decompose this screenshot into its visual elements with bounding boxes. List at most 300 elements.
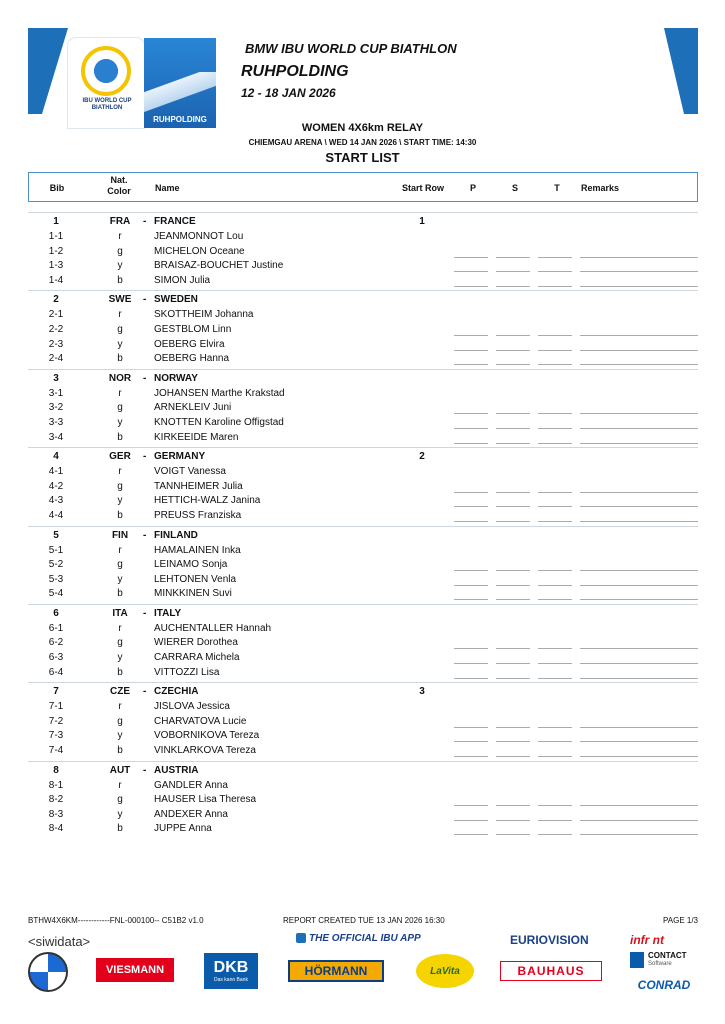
- time-field: [538, 678, 572, 679]
- shooting-field: [496, 834, 530, 835]
- team-row: [28, 604, 698, 622]
- athlete-bib: 2-1: [48, 309, 64, 321]
- col-p: P: [469, 183, 476, 193]
- athlete-bib: 3-4: [48, 431, 64, 443]
- penalty-field: [454, 805, 488, 806]
- athlete-row: [28, 245, 698, 260]
- shooting-field: [496, 350, 530, 351]
- list-title: START LIST: [325, 150, 400, 165]
- penalty-field: [454, 741, 488, 742]
- time-field: [538, 585, 572, 586]
- team-bib: 1: [53, 216, 59, 227]
- athlete-bib: 1-3: [48, 260, 64, 272]
- team-bib: 4: [53, 451, 59, 463]
- athlete-color: b: [117, 509, 123, 521]
- athlete-color: r: [118, 309, 122, 321]
- athlete-name: JISLOVA Jessica: [154, 701, 230, 713]
- penalty-field: [454, 678, 488, 679]
- athlete-bib: 8-2: [48, 794, 64, 806]
- ibu-app-banner: [296, 933, 421, 944]
- athlete-row: [28, 416, 698, 431]
- athlete-row: [28, 352, 698, 367]
- contact-text: CONTACT: [648, 951, 687, 960]
- athlete-bib: 7-2: [48, 715, 64, 727]
- header-left-wedge: [42, 28, 68, 114]
- penalty-field: [454, 286, 488, 287]
- penalty-field: [454, 492, 488, 493]
- athlete-row: [28, 558, 698, 573]
- time-field: [538, 413, 572, 414]
- time-field: [538, 727, 572, 728]
- penalty-field: [454, 350, 488, 351]
- athlete-color: r: [118, 466, 122, 478]
- remarks-field: [580, 364, 698, 365]
- penalty-field: [454, 585, 488, 586]
- shooting-field: [496, 364, 530, 365]
- team-nation: CZE: [110, 686, 130, 698]
- shooting-field: [496, 648, 530, 649]
- athlete-name: VOBORNIKOVA Tereza: [154, 730, 260, 742]
- athlete-name: GESTBLOM Linn: [154, 323, 232, 335]
- col-remarks: Remarks: [581, 183, 620, 193]
- athlete-row: [28, 779, 698, 794]
- shooting-field: [496, 428, 530, 429]
- penalty-field: [454, 756, 488, 757]
- team-row: [28, 682, 698, 700]
- remarks-field: [580, 257, 698, 258]
- team-bib: 6: [53, 607, 59, 619]
- time-field: [538, 364, 572, 365]
- athlete-name: JEANMONNOT Lou: [154, 231, 244, 242]
- shooting-field: [496, 492, 530, 493]
- athlete-bib: 3-1: [48, 387, 64, 399]
- time-field: [538, 570, 572, 571]
- athlete-name: TANNHEIMER Julia: [154, 480, 243, 492]
- athlete-row: [28, 494, 698, 509]
- event-dates: 12 - 18 JAN 2026: [241, 86, 336, 100]
- shooting-field: [496, 805, 530, 806]
- penalty-field: [454, 413, 488, 414]
- ruhpolding-logo-text: RUHPOLDING: [153, 115, 207, 124]
- time-field: [538, 335, 572, 336]
- athlete-color: b: [117, 431, 123, 443]
- team-dash: -: [143, 607, 147, 619]
- col-s: S: [511, 183, 518, 193]
- athlete-color: y: [117, 338, 123, 350]
- event-place: RUHPOLDING: [241, 63, 349, 80]
- dkb-text: DKB: [213, 959, 249, 976]
- time-field: [538, 741, 572, 742]
- athlete-color: r: [118, 701, 122, 713]
- athlete-name: MINKKINEN Suvi: [154, 588, 232, 600]
- shooting-field: [496, 678, 530, 679]
- header-left-stripe: [28, 28, 42, 114]
- team-nation: SWE: [108, 294, 132, 306]
- team-row: [28, 290, 698, 308]
- team-nation: FRA: [109, 216, 131, 227]
- col-bib: Bib: [49, 183, 65, 193]
- remarks-field: [580, 805, 698, 806]
- remarks-field: [580, 335, 698, 336]
- athlete-row: [28, 666, 698, 681]
- athlete-color: r: [118, 231, 122, 242]
- shooting-field: [496, 506, 530, 507]
- penalty-field: [454, 521, 488, 522]
- athlete-row: [28, 387, 698, 402]
- athlete-name: KNOTTEN Karoline Offigstad: [154, 416, 284, 428]
- team-dash: -: [143, 764, 147, 776]
- athlete-bib: 5-2: [48, 559, 64, 571]
- athlete-row: [28, 230, 698, 245]
- ibu-logo-text: IBU WORLD CUP BIATHLON: [82, 98, 132, 111]
- athlete-bib: 8-4: [48, 823, 64, 835]
- team-row: [28, 369, 698, 387]
- athlete-color: g: [117, 480, 123, 492]
- athlete-name: KIRKEEIDE Maren: [154, 431, 239, 443]
- remarks-field: [580, 834, 698, 835]
- team-name: FRANCE: [154, 216, 196, 227]
- shooting-field: [496, 335, 530, 336]
- start-list-table: [28, 210, 698, 837]
- ibu-world-cup-logo: [68, 38, 144, 128]
- athlete-row: [28, 259, 698, 274]
- col-nat: Nat. Color: [107, 175, 131, 196]
- penalty-field: [454, 820, 488, 821]
- time-field: [538, 648, 572, 649]
- penalty-field: [454, 428, 488, 429]
- team-name: SWEDEN: [154, 294, 198, 306]
- athlete-bib: 1-1: [48, 231, 64, 242]
- time-field: [538, 257, 572, 258]
- athlete-name: SKOTTHEIM Johanna: [154, 309, 254, 321]
- header-right-wedge: [664, 28, 684, 114]
- athlete-row: [28, 431, 698, 446]
- athlete-bib: 4-1: [48, 466, 64, 478]
- competition-title: WOMEN 4X6km RELAY: [301, 122, 424, 134]
- remarks-field: [580, 648, 698, 649]
- athlete-bib: 2-4: [48, 353, 64, 365]
- penalty-field: [454, 506, 488, 507]
- footer-code: BTHW4X6KM------------FNL-000100-- C51B2 v1.0: [28, 916, 204, 925]
- competition-venue: CHIEMGAU ARENA \ WED 14 JAN 2026 \ START TIME: 14:30: [248, 138, 477, 147]
- athlete-row: [28, 622, 698, 637]
- team-row: [28, 761, 698, 779]
- athlete-name: JUPPE Anna: [154, 823, 212, 835]
- athlete-bib: 6-4: [48, 666, 64, 678]
- team-nation: FIN: [111, 529, 129, 541]
- athlete-name: HETTICH-WALZ Janina: [154, 495, 261, 507]
- athlete-name: HAUSER Lisa Theresa: [154, 794, 257, 806]
- athlete-row: [28, 715, 698, 730]
- infront-logo: infr nt: [630, 933, 664, 947]
- remarks-field: [580, 678, 698, 679]
- team-nation: AUT: [109, 764, 131, 776]
- athlete-name: OEBERG Elvira: [154, 338, 225, 350]
- team-name: ITALY: [154, 607, 182, 619]
- time-field: [538, 756, 572, 757]
- remarks-field: [580, 506, 698, 507]
- team-bib: 7: [53, 686, 59, 698]
- remarks-field: [580, 741, 698, 742]
- athlete-row: [28, 573, 698, 588]
- athlete-color: r: [118, 622, 122, 634]
- athlete-bib: 6-1: [48, 622, 64, 634]
- remarks-field: [580, 585, 698, 586]
- penalty-field: [454, 663, 488, 664]
- ibu-app-text: THE OFFICIAL IBU APP: [309, 933, 421, 944]
- remarks-field: [580, 599, 698, 600]
- penalty-field: [454, 834, 488, 835]
- athlete-name: GANDLER Anna: [154, 779, 228, 791]
- penalty-field: [454, 599, 488, 600]
- mountain-icon: [144, 72, 216, 112]
- athlete-name: CARRARA Michela: [154, 652, 240, 664]
- athlete-bib: 6-3: [48, 652, 64, 664]
- athlete-name: JOHANSEN Marthe Krakstad: [154, 387, 285, 399]
- athlete-bib: 8-1: [48, 779, 64, 791]
- penalty-field: [454, 727, 488, 728]
- team-start-row: 2: [419, 451, 425, 463]
- contact-logo: [630, 949, 698, 971]
- column-header: [28, 172, 698, 202]
- athlete-bib: 3-3: [48, 416, 64, 428]
- time-field: [538, 506, 572, 507]
- footer-report: REPORT CREATED TUE 13 JAN 2026 16:30: [283, 916, 445, 925]
- athlete-name: PREUSS Franziska: [154, 509, 242, 521]
- team-name: NORWAY: [154, 372, 198, 384]
- athlete-bib: 7-3: [48, 730, 64, 742]
- app-icon: [296, 933, 306, 943]
- athlete-color: g: [117, 559, 123, 571]
- shooting-field: [496, 741, 530, 742]
- remarks-field: [580, 428, 698, 429]
- hormann-logo: HÖRMANN: [288, 960, 384, 982]
- bmw-logo: [28, 952, 68, 992]
- athlete-color: y: [117, 416, 123, 428]
- penalty-field: [454, 335, 488, 336]
- athlete-color: g: [117, 715, 123, 727]
- athlete-name: MICHELON Oceane: [154, 245, 245, 257]
- lavita-logo: LaVita: [416, 954, 474, 988]
- remarks-field: [580, 413, 698, 414]
- athlete-color: b: [117, 666, 123, 678]
- athlete-color: g: [117, 323, 123, 335]
- remarks-field: [580, 492, 698, 493]
- team-dash: -: [143, 529, 147, 541]
- team-row: [28, 526, 698, 544]
- team-name: FINLAND: [154, 529, 198, 541]
- athlete-row: [28, 274, 698, 289]
- remarks-field: [580, 271, 698, 272]
- athlete-color: y: [117, 808, 123, 820]
- viessmann-logo: VIESMANN: [96, 958, 174, 982]
- athlete-row: [28, 401, 698, 416]
- athlete-name: HAMALAINEN Inka: [154, 544, 241, 556]
- team-start-row: 1: [419, 216, 425, 227]
- col-name: Name: [155, 183, 180, 193]
- siwidata-logo: <siwidata>: [28, 934, 91, 949]
- athlete-bib: 6-2: [48, 637, 64, 649]
- team-bib: 8: [53, 764, 59, 776]
- time-field: [538, 820, 572, 821]
- team-row: [28, 447, 698, 465]
- penalty-field: [454, 257, 488, 258]
- shooting-field: [496, 599, 530, 600]
- athlete-name: AUCHENTALLER Hannah: [154, 622, 272, 634]
- athlete-color: r: [118, 387, 122, 399]
- time-field: [538, 428, 572, 429]
- athlete-color: b: [117, 274, 123, 286]
- remarks-field: [580, 443, 698, 444]
- footer-page: PAGE 1/3: [663, 916, 698, 925]
- remarks-field: [580, 663, 698, 664]
- col-start-row: Start Row: [401, 183, 444, 193]
- shooting-field: [496, 443, 530, 444]
- athlete-name: ANDEXER Anna: [154, 808, 228, 820]
- time-field: [538, 443, 572, 444]
- penalty-field: [454, 443, 488, 444]
- athlete-color: b: [117, 745, 123, 757]
- team-row: [28, 212, 698, 230]
- athlete-color: y: [117, 573, 123, 585]
- team-dash: -: [143, 372, 147, 384]
- remarks-field: [580, 570, 698, 571]
- header-right-stripe: [684, 28, 698, 114]
- athlete-row: [28, 700, 698, 715]
- athlete-color: y: [117, 652, 123, 664]
- shooting-field: [496, 570, 530, 571]
- athlete-row: [28, 465, 698, 480]
- athlete-color: b: [117, 588, 123, 600]
- penalty-field: [454, 570, 488, 571]
- athlete-bib: 5-4: [48, 588, 64, 600]
- athlete-bib: 5-3: [48, 573, 64, 585]
- athlete-color: g: [117, 637, 123, 649]
- athlete-color: r: [118, 779, 122, 791]
- athlete-bib: 1-4: [48, 274, 64, 286]
- team-dash: -: [143, 294, 147, 306]
- athlete-color: g: [117, 402, 123, 414]
- shooting-field: [496, 413, 530, 414]
- shooting-field: [496, 820, 530, 821]
- athlete-row: [28, 308, 698, 323]
- shooting-field: [496, 756, 530, 757]
- time-field: [538, 271, 572, 272]
- athlete-row: [28, 587, 698, 602]
- ibu-ring-icon: [81, 46, 131, 96]
- team-nation: ITA: [112, 607, 128, 619]
- athlete-row: [28, 651, 698, 666]
- team-bib: 3: [53, 372, 59, 384]
- athlete-bib: 2-2: [48, 323, 64, 335]
- athlete-bib: 4-2: [48, 480, 64, 492]
- athlete-row: [28, 480, 698, 495]
- team-name: CZECHIA: [154, 686, 199, 698]
- athlete-bib: 4-3: [48, 495, 64, 507]
- athlete-color: r: [118, 544, 122, 556]
- athlete-name: ARNEKLEIV Juni: [154, 402, 232, 414]
- athlete-name: SIMON Julia: [154, 274, 211, 286]
- penalty-field: [454, 364, 488, 365]
- remarks-field: [580, 820, 698, 821]
- eurovision-logo: EURIOVISION: [510, 933, 589, 947]
- athlete-name: LEINAMO Sonja: [154, 559, 228, 571]
- athlete-row: [28, 509, 698, 524]
- athlete-bib: 5-1: [48, 544, 64, 556]
- team-dash: -: [143, 451, 147, 463]
- athlete-name: LEHTONEN Venla: [154, 573, 237, 585]
- time-field: [538, 663, 572, 664]
- col-t: T: [554, 183, 560, 193]
- team-dash: -: [143, 686, 147, 698]
- athlete-name: VOIGT Vanessa: [154, 466, 226, 478]
- time-field: [538, 350, 572, 351]
- penalty-field: [454, 648, 488, 649]
- shooting-field: [496, 727, 530, 728]
- ruhpolding-logo: [144, 38, 216, 128]
- athlete-row: [28, 808, 698, 823]
- remarks-field: [580, 286, 698, 287]
- athlete-bib: 2-3: [48, 338, 64, 350]
- shooting-field: [496, 286, 530, 287]
- contact-subtext: Software: [648, 961, 672, 967]
- athlete-name: CHARVATOVA Lucie: [154, 715, 247, 727]
- time-field: [538, 492, 572, 493]
- team-name: AUSTRIA: [154, 764, 199, 776]
- athlete-row: [28, 636, 698, 651]
- remarks-field: [580, 350, 698, 351]
- shooting-field: [496, 585, 530, 586]
- athlete-name: OEBERG Hanna: [154, 353, 230, 365]
- athlete-bib: 7-4: [48, 745, 64, 757]
- remarks-field: [580, 756, 698, 757]
- conrad-logo: CONRAD: [637, 978, 691, 992]
- dkb-subtext: Das kann Bank: [214, 977, 248, 983]
- athlete-color: g: [117, 245, 123, 257]
- athlete-row: [28, 323, 698, 338]
- athlete-bib: 3-2: [48, 402, 64, 414]
- contact-icon: [630, 952, 644, 968]
- team-dash: -: [143, 216, 147, 227]
- time-field: [538, 521, 572, 522]
- athlete-color: b: [117, 823, 123, 835]
- time-field: [538, 599, 572, 600]
- dkb-logo: [204, 953, 258, 989]
- athlete-color: b: [117, 353, 123, 365]
- shooting-field: [496, 271, 530, 272]
- athlete-bib: 7-1: [48, 701, 64, 713]
- time-field: [538, 286, 572, 287]
- athlete-color: g: [117, 794, 123, 806]
- athlete-color: y: [117, 260, 123, 272]
- athlete-row: [28, 793, 698, 808]
- athlete-name: BRAISAZ-BOUCHET Justine: [154, 260, 284, 272]
- athlete-name: VINKLARKOVA Tereza: [154, 745, 256, 757]
- team-start-row: 3: [419, 686, 425, 698]
- team-bib: 5: [53, 529, 59, 541]
- athlete-name: VITTOZZI Lisa: [154, 666, 220, 678]
- team-name: GERMANY: [154, 451, 206, 463]
- shooting-field: [496, 257, 530, 258]
- athlete-bib: 1-2: [48, 245, 64, 257]
- athlete-row: [28, 544, 698, 559]
- team-bib: 2: [53, 294, 59, 306]
- remarks-field: [580, 521, 698, 522]
- shooting-field: [496, 663, 530, 664]
- athlete-row: [28, 744, 698, 759]
- event-title: BMW IBU WORLD CUP BIATHLON: [245, 41, 457, 56]
- athlete-row: [28, 729, 698, 744]
